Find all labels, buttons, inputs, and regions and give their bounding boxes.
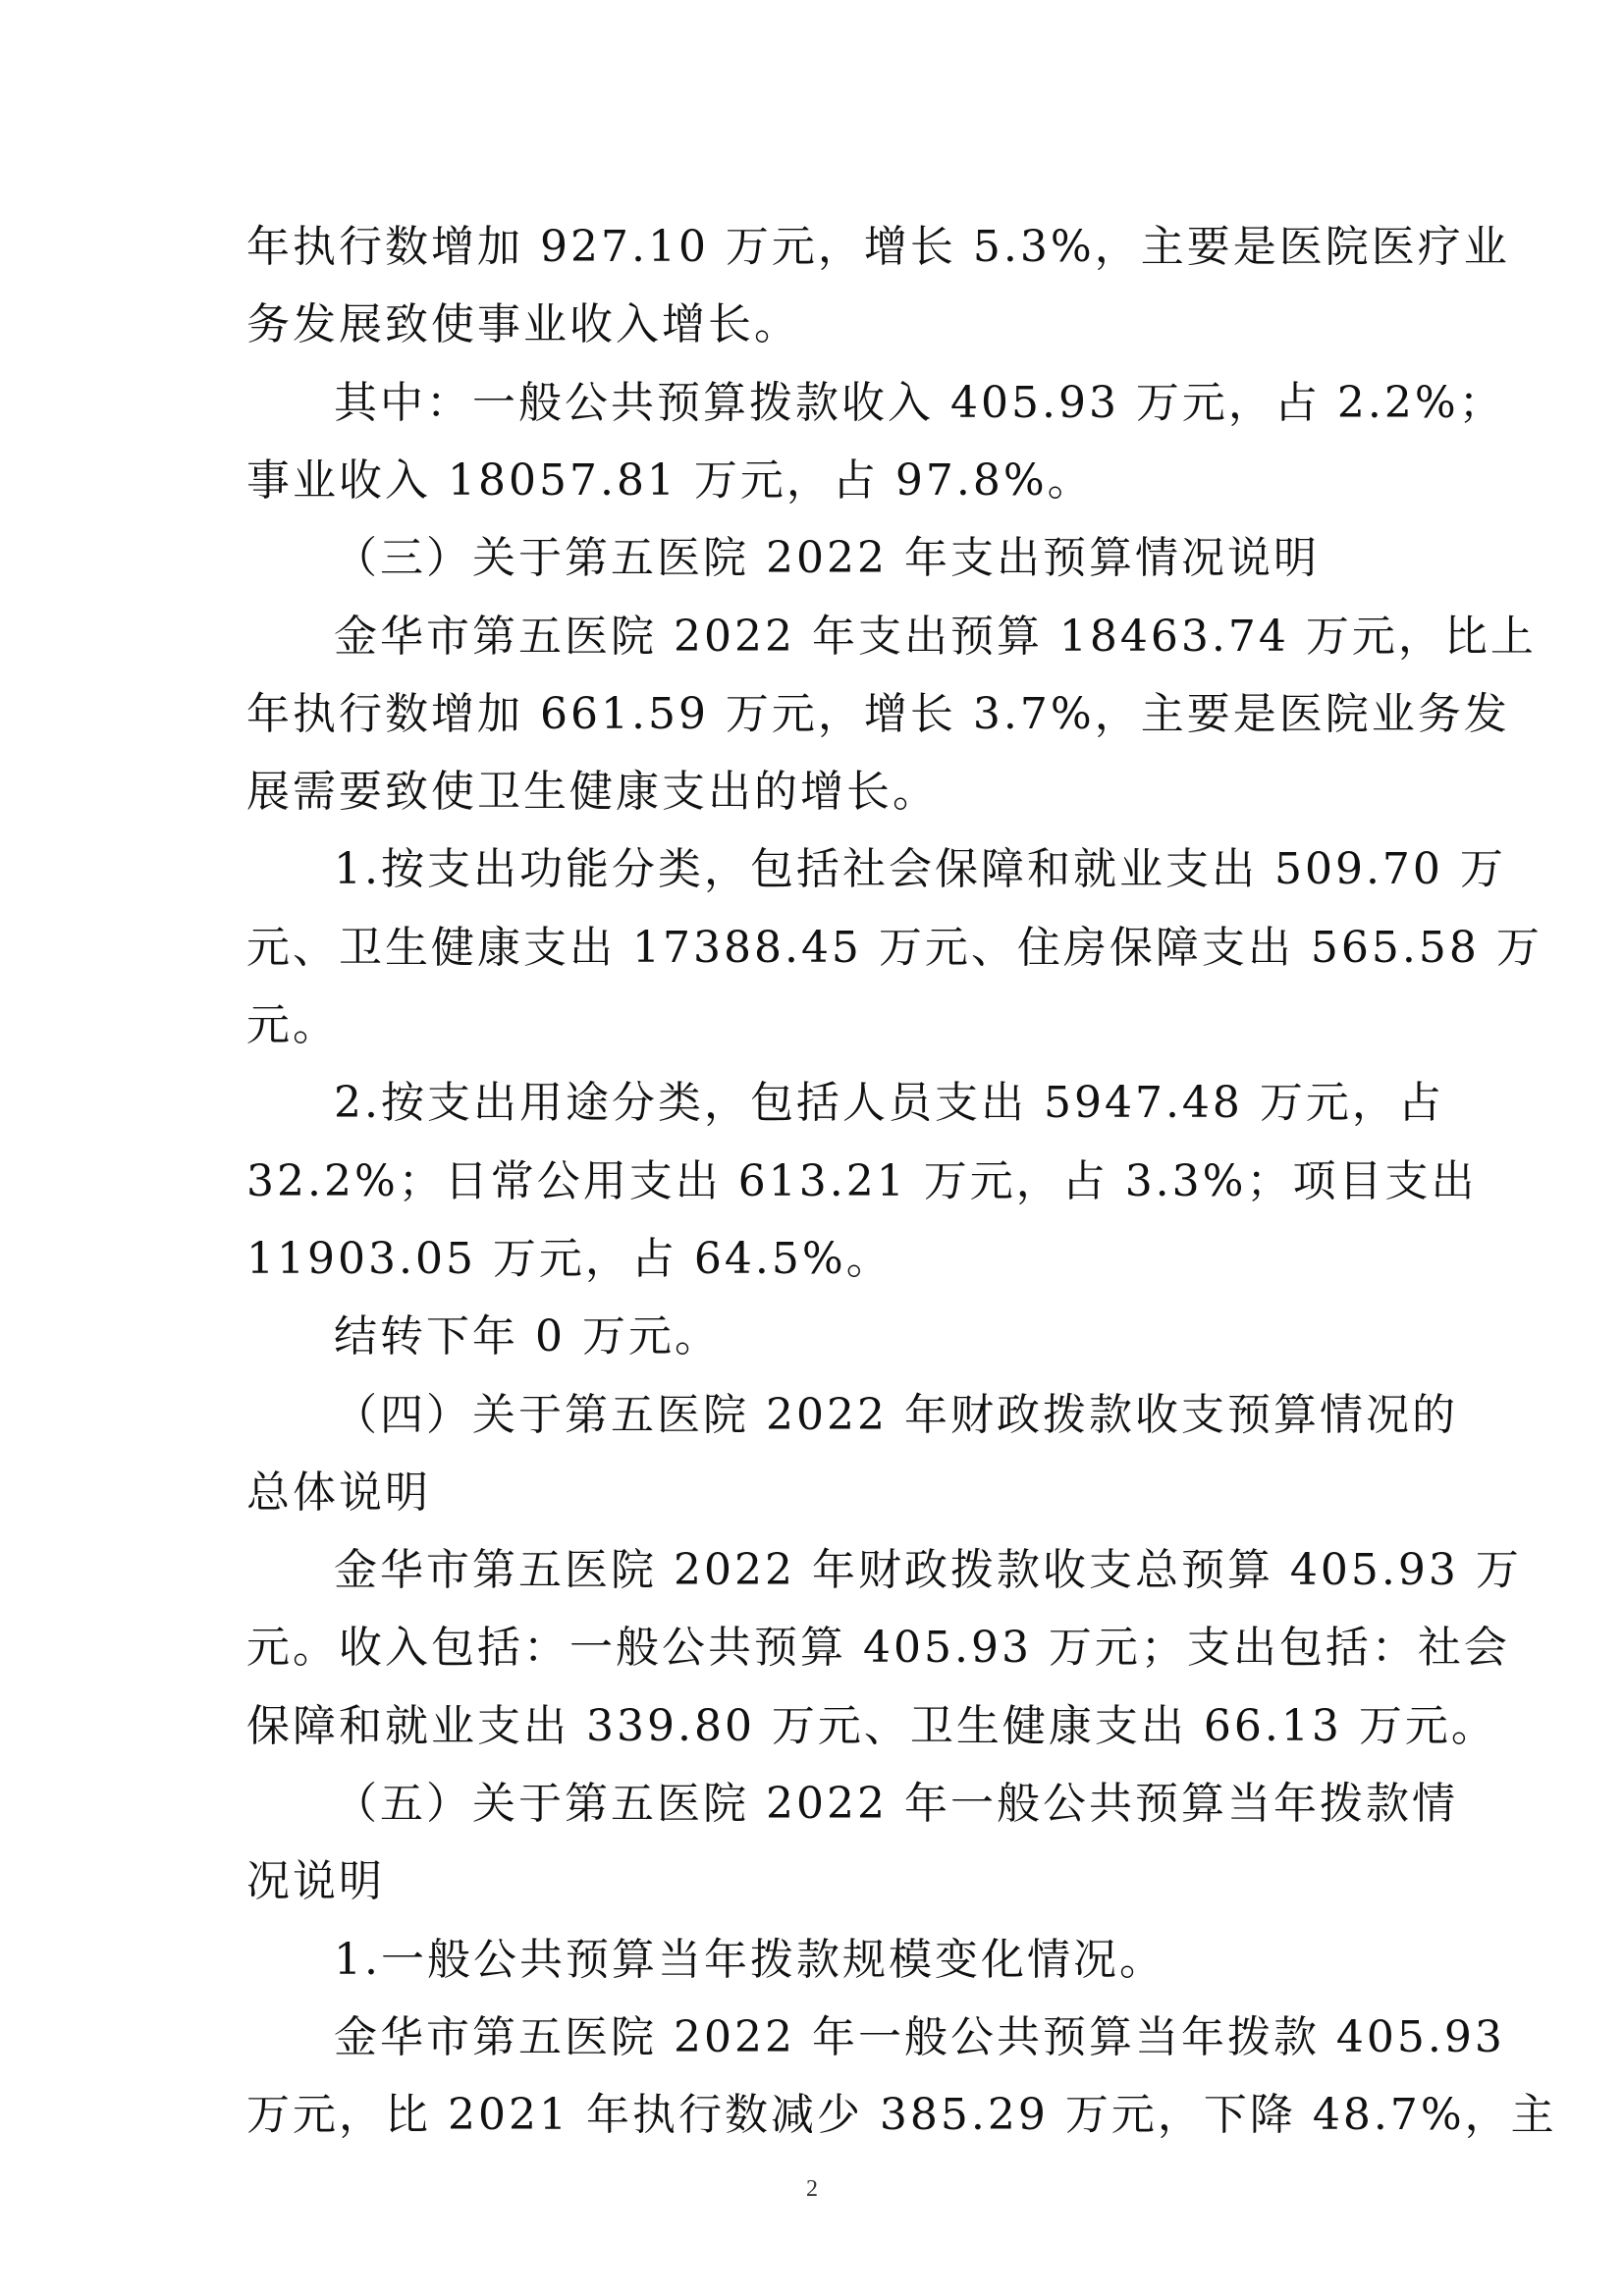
body-line: 金华市第五医院 2022 年一般公共预算当年拨款 405.93 [334, 2012, 1505, 2062]
body-line: 1.按支出功能分类，包括社会保障和就业支出 509.70 万 [334, 844, 1506, 894]
body-line: 2.按支出用途分类，包括人员支出 5947.48 万元，占 [334, 1078, 1444, 1128]
section-heading-continued: 况说明 [246, 1856, 385, 1906]
section-heading: （三）关于第五医院 2022 年支出预算情况说明 [334, 533, 1320, 583]
body-line: 展需要致使卫生健康支出的增长。 [246, 767, 939, 817]
body-line: 结转下年 0 万元。 [334, 1311, 721, 1362]
section-heading: （五）关于第五医院 2022 年一般公共预算当年拨款情 [334, 1779, 1458, 1829]
body-line: 元、卫生健康支出 17388.45 万元、住房保障支出 565.58 万 [246, 923, 1543, 973]
body-line: 年执行数增加 661.59 万元，增长 3.7%，主要是医院业务发 [246, 689, 1510, 739]
page-number: 2 [806, 2176, 818, 2202]
body-line: 务发展致使事业收入增长。 [246, 299, 800, 349]
body-line: 年执行数增加 927.10 万元，增长 5.3%，主要是医院医疗业 [246, 222, 1510, 272]
body-line: 元。 [246, 1000, 339, 1050]
body-line: 保障和就业支出 339.80 万元、卫生健康支出 66.13 万元。 [246, 1701, 1497, 1751]
body-line: 金华市第五医院 2022 年支出预算 18463.74 万元，比上 [334, 612, 1537, 662]
body-line: 11903.05 万元，占 64.5%。 [246, 1234, 893, 1284]
section-heading-continued: 总体说明 [246, 1468, 431, 1518]
body-line: 1.一般公共预算当年拨款规模变化情况。 [334, 1935, 1165, 1985]
body-line: 金华市第五医院 2022 年财政拨款收支总预算 405.93 万 [334, 1545, 1522, 1595]
body-line: 其中：一般公共预算拨款收入 405.93 万元，占 2.2%； [334, 378, 1505, 428]
body-line: 事业收入 18057.81 万元，占 97.8%。 [246, 455, 1094, 506]
body-line: 元。收入包括：一般公共预算 405.93 万元；支出包括：社会 [246, 1623, 1510, 1673]
body-line: 32.2%；日常公用支出 613.21 万元，占 3.3%；项目支出 [246, 1156, 1478, 1206]
section-heading: （四）关于第五医院 2022 年财政拨款收支预算情况的 [334, 1390, 1458, 1440]
body-line: 万元，比 2021 年执行数减少 385.29 万元，下降 48.7%，主 [246, 2090, 1557, 2140]
